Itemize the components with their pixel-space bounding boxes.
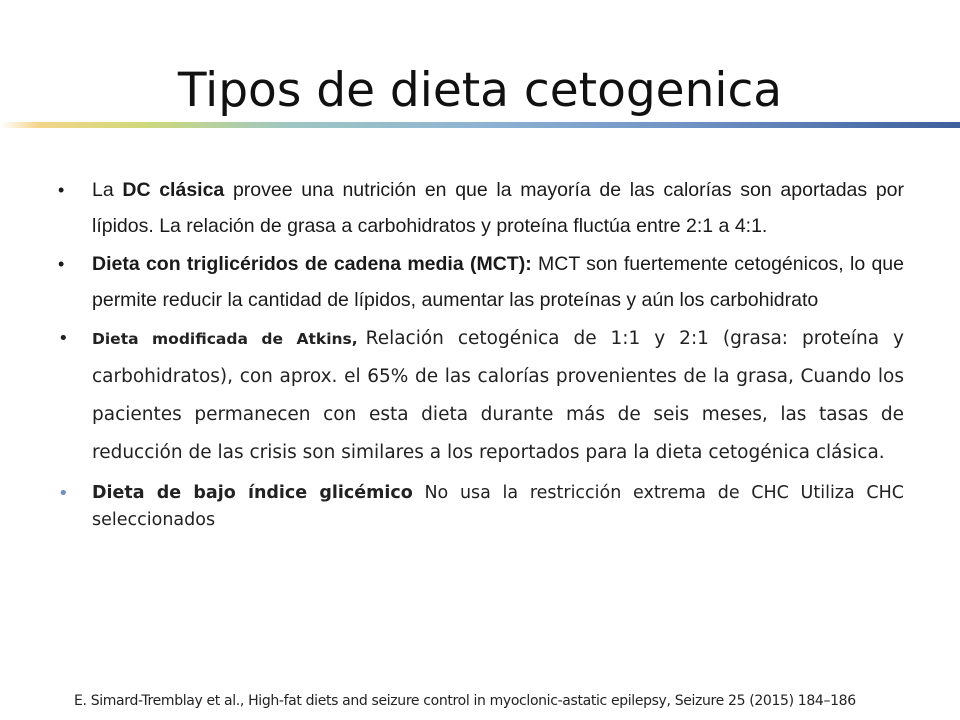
bullet-lead-term: Dieta de bajo índice glicémico: [92, 483, 413, 503]
bullet-list: [58, 172, 904, 534]
bullet-body-text: Relación cetogénica de 1:1 y 2:1 (grasa: proteína y carbohidratos), con aprox. el 65% de las calorías provenientes de la grasa, Cuando los pacientes permanecen con esta dieta durante más de seis meses, las tasas de reducción de las crisis son similares a los reportados para la dieta cetogénica clásica.: [92, 328, 904, 463]
bullet-classic-keto: [58, 172, 904, 244]
bullet-dot-icon: •: [58, 180, 65, 200]
bullet-dot-icon: •: [58, 328, 69, 349]
bullet-body-text: provee una nutrición en que la mayoría de las calorías son aportadas por lípidos. La relación de grasa a carbohidratos y proteína fluctúa entre 2:1 a 4:1.: [92, 179, 904, 237]
bullet-dot-icon: •: [58, 483, 69, 504]
bullet-lead-term: DC clásica: [122, 179, 225, 201]
bullet-modified-atkins: [58, 320, 904, 472]
bullet-body-text: No usa la restricción extrema de CHC Utiliza CHC seleccionados: [92, 483, 904, 530]
slide-title: Tipos de dieta cetogenica: [177, 63, 783, 118]
title-underline-gradient: [0, 122, 960, 128]
bullet-lead-term: Dieta con triglicéridos de cadena media (MCT):: [92, 253, 532, 275]
bullet-lead-term: Dieta modificada de Atkins,: [92, 330, 358, 348]
bullet-mct-diet: [58, 246, 904, 318]
bullet-pre-text: La: [92, 179, 123, 201]
bullet-dot-icon: •: [58, 254, 65, 274]
bullet-body-text: MCT son fuertemente cetogénicos, lo que permite reducir la cantidad de lípidos, aumentar las proteínas y aún los carbohidrato: [92, 253, 904, 311]
reference-citation: E. Simard-Tremblay et al., High-fat diets and seizure control in myoclonic-astatic epilepsy, Seizure 25 (2015) 184–186: [74, 693, 856, 709]
bullet-low-glycemic-index: [58, 480, 904, 534]
